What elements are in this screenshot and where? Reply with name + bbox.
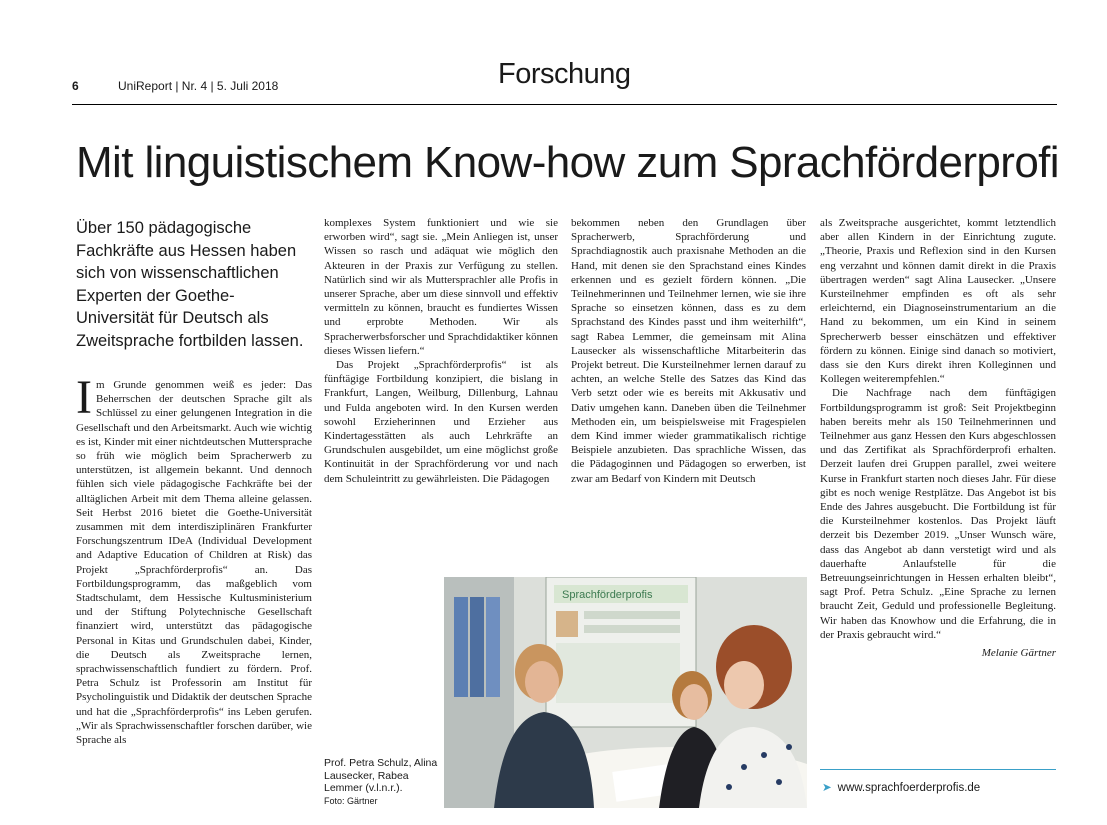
column-2 xyxy=(324,216,558,486)
body-paragraph: Die Nachfrage nach dem fünftägigen Fortbildungsprogramm ist groß: Seit Projektbeginn haben bereits mehr als 150 Teilnehmerinnen und Teilnehmer aus ganz Hessen den Kurs abgeschlossen und das Zertifikat als Sprachförderprofi erhalten. Derzeit laufen drei Gruppen parallel, zwei weitere Kurse in Frankfurt starten noch dieses Jahr. Für diese gibt es noch wenige Restplätze. Das Angebot ist bis Ende des Jahres ausgebucht. Die Fortbildung ist für die Kursteilnehmer kostenlos. Das Projekt läuft derzeit bis Dezember 2019. „Unser Wunsch wäre, dass das Angebot ab dann verstetigt wird und als dauerhafte Anlaufstelle für die Betreuungseinrichtungen in Hessen erhalten bleibt“, sagt Prof. Petra Schulz. „Eine Sprache zu lernen braucht Zeit, Geduld und professionelle Begleitung. Wir haben das Knowhow und die Erfahrung, die in der Praxis gebraucht wird.“ xyxy=(820,387,1056,641)
body-paragraph: Im Grunde genommen weiß es jeder: Das Beherrschen der deutschen Sprache gilt als Schlüssel zu einer gelungenen Integration in die Gesellschaft und den Arbeitsmarkt. Auch wie wichtig es ist, Kinder mit einer nichtdeutschen Muttersprache so früh wie möglich beim Spracherwerb zu unterstützen, ist allgemein bekannt. Und dennoch fühlen sich viele pädagogische Fachkräfte bei der alltäglichen Arbeit mit dem Thema alleine gelassen. Seit Herbst 2016 bietet die Goethe-Universität zusammen mit dem interdisziplinären Frankfurter Forschungszentrum IDeA (Individual Development and Adaptive Education of Children at Risk) das Projekt „Sprachförderprofis“ an. Das Fortbildungsprogramm, das maßgeblich vom Stadtschulamt, dem Hessische Kultusministerium und der Stiftung Polytechnische Gesellschaft finanziert wird, unterstützt das pädagogische Personal in Kitas und Grundschulen dabei, Kinder, die Deutsch als Zweitsprache lernen, sprachwissenschaftlich fundiert zu fördern. Prof. Petra Schulz ist Professorin am Institut für Psycholinguistik und Didaktik der deutschen Sprache und hat die „Sprachförderprofis“ ins Leben gerufen. „Wir als Sprachwissenschaftler forschen darüber, wie Sprache als xyxy=(76,371,312,747)
drop-cap: I xyxy=(76,371,92,424)
column-1 xyxy=(76,371,312,747)
page-number: 6 xyxy=(72,79,79,93)
website-url: www.sprachfoerderprofis.de xyxy=(837,782,981,794)
photo-caption xyxy=(324,757,439,807)
author-byline: Melanie Gärtner xyxy=(981,647,1056,660)
body-paragraph: komplexes System funktioniert und wie sie erworben wird“, sagt sie. „Mein Anliegen ist, unser Wissen so rasch und adäquat wie möglich den Akteuren in der Praxis zur Verfügung zu stellen. Natürlich sind wir als Muttersprachler alle Profis in unserer Sprache, aber um diese sinnvoll und effektiv vermitteln zu können, braucht es fundiertes Wissen und erprobte Methoden. Wir als Spracherwerbsforscher und Sprachdidaktiker können dieses Wissen liefern.“ xyxy=(324,217,558,357)
issue-info: UniReport | Nr. 4 | 5. Juli 2018 xyxy=(118,79,279,93)
headline: Mit linguistischem Know-how zum Sprachförderprofi xyxy=(76,138,1059,187)
body-paragraph: bekommen neben den Grundlagen über Spracherwerb, Sprachförderung und Sprachdiagnostik auch praxisnahe Methoden an die Hand, mit denen sie den Sprachstand eines Kindes erkennen und es gezielt fördern können. „Die Teilnehmerinnen und Teilnehmer lernen, wie sie ihre Sprache so einsetzen können, dass es zu dem Sprachstand des Kindes passt und ihm weiterhilft“, sagt Rabea Lemmer, die gemeinsam mit Alina Lausecker als wissenschaftliche Mitarbeiterin das Projekt betreut. Die Kursteilnehmer lernen darauf zu achten, an welche Stelle des Satzes das Kind das Verb setzt oder wie es bereits mit Akkusativ und Dativ umgehen kann. Daneben üben die Teilnehmer Methoden ein, um beispielsweise mit Fragespielen dem Kind immer wieder grammatikalisch richtige Beispiele anzubieten. Das sprachliche Wissen, das die Pädagoginnen und Pädagogen so erwerben, ist zwar am Bedarf von Kindern mit Deutsch xyxy=(571,217,806,485)
photo-credit: Foto: Gärtner xyxy=(324,795,378,806)
photo-illustration xyxy=(444,577,807,808)
arrow-icon: ➤ xyxy=(822,782,832,794)
section-title: Forschung xyxy=(498,58,631,90)
website-link[interactable] xyxy=(822,780,980,794)
link-rule xyxy=(820,769,1056,770)
photo xyxy=(444,577,807,808)
lead-paragraph: Über 150 pädagogische Fachkräfte aus Hessen haben sich von wissenschaftlichen Experten der Goethe-Universität für Deutsch als Zweitsprache fortbilden lassen. xyxy=(76,219,304,350)
column-4 xyxy=(820,216,1056,660)
header-rule xyxy=(72,104,1057,105)
body-paragraph: Das Projekt „Sprachförderprofis“ ist als fünftägige Fortbildung konzipiert, die bislang in Frankfurt, Langen, Weilburg, Dillenburg, Lahnau und Fulda angeboten wird. In den Kursen werden sowohl Erzieherinnen und Erzieher aus Kindertagesstätten als auch Lehrkräfte an Grundschulen ausgebildet, um eine möglichst große Kontinuität in der Sprachförderung vor und nach dem Schuleintritt zu gewährleisten. Die Pädagogen xyxy=(324,359,558,485)
body-paragraph: als Zweitsprache ausgerichtet, kommt letztendlich aber allen Kindern in der Einrichtung zugute. „Theorie, Praxis und Reflexion sind in den Kursen eng verzahnt und können damit direkt in die Praxis übertragen werden“ sagt Alina Lausecker. „Unsere Kursteilnehmer empfinden es oft als sehr erleichternd, ein Diagnoseinstrumentarium an die Hand zu bekommen, um ein Kind in seinem Sprecherwerb besser einschätzen und effektiver fördern zu können. Einige sind danach so motiviert, dass sie den Kurs direkt ihren Kolleginnen und Kollegen weiterempfehlen.“ xyxy=(820,217,1056,386)
caption-text: Prof. Petra Schulz, Alina Lausecker, Rabea Lemmer (v.l.n.r.). xyxy=(324,757,438,794)
poster-title: Sprachförderprofis xyxy=(562,589,653,601)
column-3 xyxy=(571,216,806,486)
